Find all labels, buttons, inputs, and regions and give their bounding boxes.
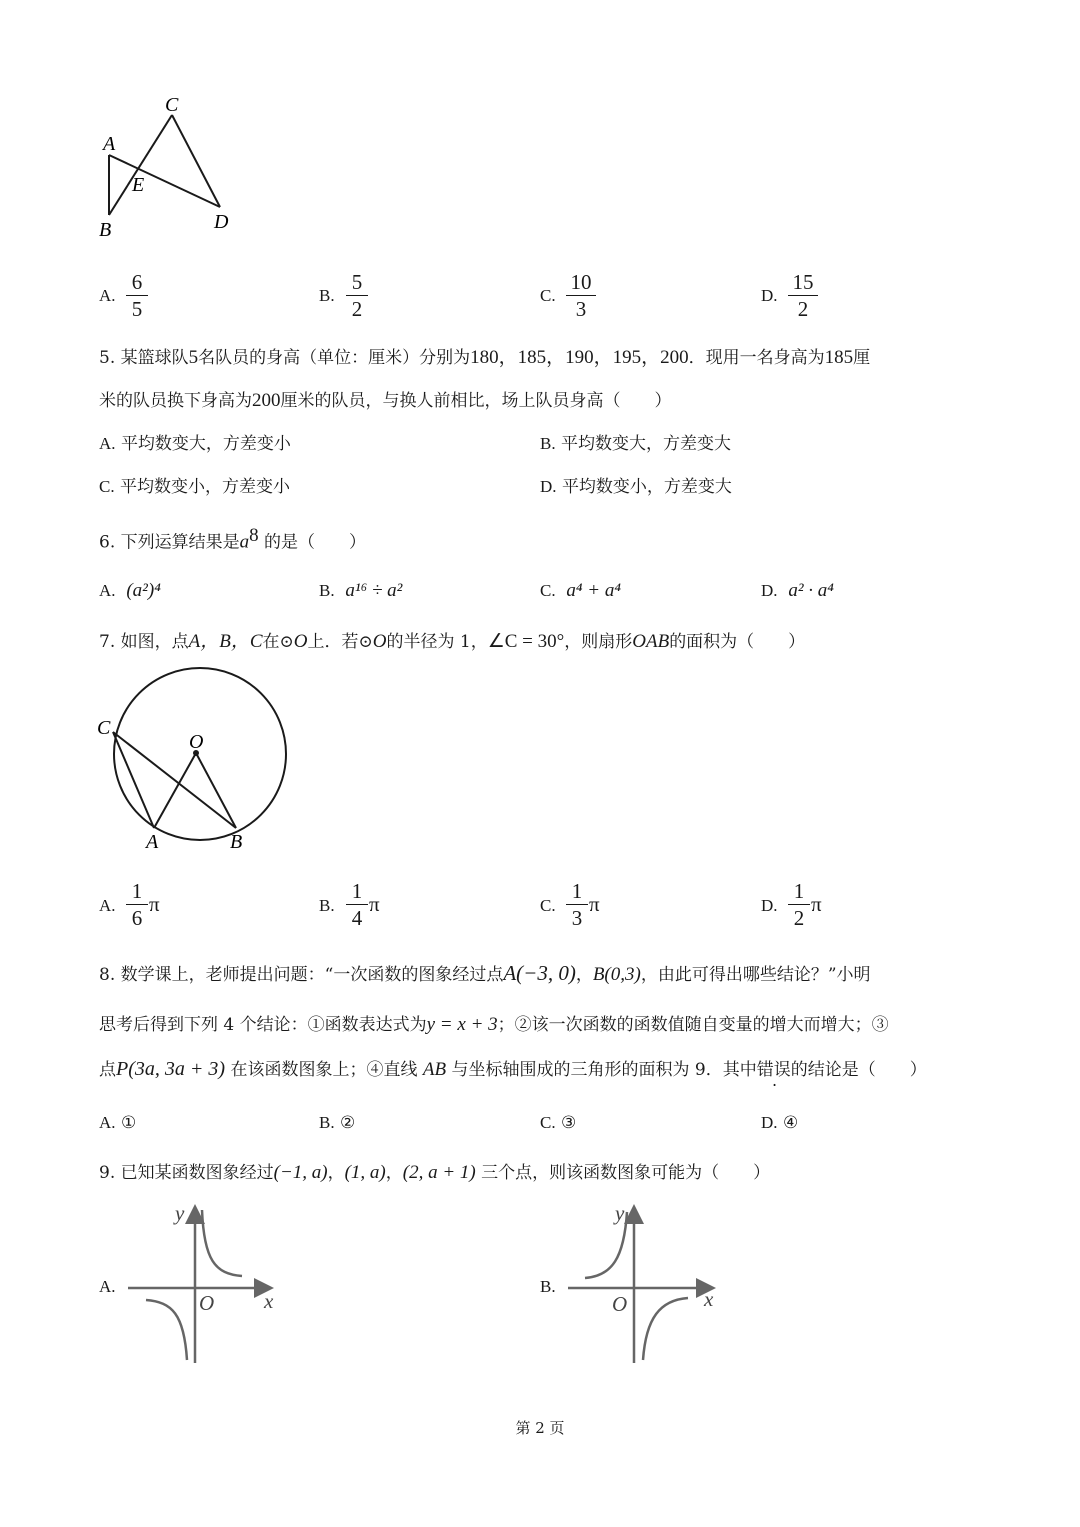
text: 5. 某篮球队: [99, 348, 189, 368]
q8-stem-line3: [99, 1058, 927, 1081]
q9-graph-a[interactable]: [120, 1200, 290, 1370]
option-letter: C.: [540, 581, 556, 600]
option-expr: a² · a⁴: [788, 580, 834, 601]
axis-y-label: y: [615, 1201, 625, 1225]
point-p: P(3a, 3a + 3): [116, 1058, 226, 1080]
q7-option-d-fraction[interactable]: [788, 879, 810, 930]
points: A，B，C: [188, 631, 263, 652]
q7-option-a-letter: A.: [99, 896, 116, 915]
text: 6. 下列运算结果是: [99, 532, 240, 553]
line-ab: AB: [422, 1059, 447, 1080]
text: 点: [99, 1060, 116, 1080]
q7-option-c-letter: C.: [540, 896, 556, 915]
text: ，由此可得出哪些结论？”小明: [640, 965, 871, 985]
text: 的是（ ）: [264, 532, 367, 553]
denominator: 2: [797, 297, 809, 321]
label-E: E: [132, 174, 145, 196]
q5-option-b[interactable]: [540, 433, 731, 455]
numerator: 1: [131, 879, 143, 903]
q5-option-c[interactable]: [99, 476, 290, 498]
label-A: A: [103, 133, 116, 155]
q8-stem-line2: [99, 1014, 889, 1036]
pi-symbol: π: [149, 892, 160, 916]
q7-option-b-fraction[interactable]: [346, 879, 368, 930]
point-b: B(0,3): [592, 964, 641, 985]
point-2: (1, a): [344, 1162, 386, 1183]
point-1: (−1, a): [273, 1162, 328, 1183]
q6-option-a[interactable]: [99, 580, 161, 602]
text: 与坐标轴围成的三角形的面积为 9．其中: [451, 1060, 757, 1080]
option-text: ③: [561, 1113, 577, 1133]
function-expression: y = x + 3: [426, 1014, 498, 1035]
label-C: C: [97, 717, 111, 739]
numerator: 10: [570, 270, 592, 294]
q4-option-d-letter: D.: [761, 286, 778, 305]
label-O: O: [189, 731, 204, 753]
fraction-bar: [788, 904, 810, 905]
denominator: 6: [131, 906, 143, 930]
axis-y-label: y: [175, 1201, 185, 1225]
point-a: A(−3, 0): [503, 961, 576, 985]
text: 7. 如图，点: [99, 632, 189, 652]
q4-option-d-fraction[interactable]: [788, 270, 818, 321]
q5-option-d[interactable]: [540, 476, 732, 498]
heights-list: 180，185，190，195，200: [470, 347, 689, 368]
option-text: 平均数变小，方差变大: [561, 477, 732, 497]
q8-option-a[interactable]: [99, 1112, 136, 1134]
option-letter: B.: [540, 434, 556, 453]
q9-option-a-letter[interactable]: A.: [99, 1277, 116, 1296]
origin-label: O: [199, 1291, 215, 1315]
option-letter: C.: [99, 477, 115, 496]
text: 厘米的队员，与换人前相比，场上队员身高（ ）: [280, 391, 672, 411]
q9-stem: [99, 1162, 770, 1184]
numerator: 15: [792, 270, 814, 294]
q7-option-a-fraction[interactable]: [126, 879, 148, 930]
q4-option-c-letter: C.: [540, 286, 556, 305]
number: 5: [188, 347, 199, 368]
axis-x-label: x: [704, 1287, 714, 1311]
text: 三个点，则该函数图象可能为（ ）: [481, 1163, 771, 1183]
text: ，: [327, 1163, 345, 1183]
denominator: 5: [131, 297, 143, 321]
label-C: C: [165, 94, 179, 116]
circle-figure: [92, 660, 292, 855]
label-B: B: [99, 219, 112, 241]
q7-option-d-letter: D.: [761, 896, 778, 915]
option-expr: a¹⁶ ÷ a²: [345, 580, 403, 601]
q4-option-b-fraction[interactable]: [346, 270, 368, 321]
q4-option-c-fraction[interactable]: [566, 270, 596, 321]
origin-label: O: [612, 1292, 628, 1316]
exponent: 8: [249, 525, 259, 546]
axis-x-label: x: [264, 1289, 274, 1313]
text: 思考后得到下列 4 个结论：①函数表达式为: [99, 1015, 427, 1035]
denominator: 4: [351, 906, 363, 930]
page-number: 第 2 页: [515, 1419, 565, 1437]
q6-option-b[interactable]: [319, 580, 402, 602]
fraction-bar: [566, 295, 596, 296]
numerator: 6: [131, 270, 143, 294]
q5-option-a[interactable]: [99, 433, 291, 455]
option-letter: A.: [99, 434, 116, 453]
angle: ∠C = 30°: [487, 631, 565, 652]
option-text: ②: [340, 1113, 356, 1133]
q4-option-a-fraction[interactable]: [126, 270, 148, 321]
q7-option-b-letter: B.: [319, 896, 335, 915]
denominator: 3: [571, 906, 583, 930]
q6-option-d[interactable]: [761, 580, 834, 602]
text: 的结论是（ ）: [790, 1060, 927, 1080]
text: 上．若⊙: [307, 632, 373, 652]
text: 9. 已知某函数图象经过: [99, 1163, 274, 1183]
option-letter: D.: [761, 1113, 778, 1132]
fraction-bar: [566, 904, 588, 905]
point-3: (2, a + 1): [402, 1162, 476, 1183]
text: 8. 数学课上，老师提出问题：“一次函数的图象经过点: [99, 965, 504, 985]
option-letter: A.: [99, 1113, 116, 1132]
q4-option-b-letter: B.: [319, 286, 335, 305]
q8-option-b[interactable]: [319, 1112, 355, 1134]
denominator: 3: [575, 297, 587, 321]
text: 在该函数图象上；④直线: [230, 1060, 418, 1080]
option-expr: a⁴ + a⁴: [566, 580, 621, 601]
option-text: 平均数变小，方差变小: [120, 477, 290, 497]
q7-option-c-fraction[interactable]: [566, 879, 588, 930]
circle-name: O: [293, 631, 308, 652]
denominator: 2: [793, 906, 805, 930]
pi-symbol: π: [589, 892, 600, 916]
text: 名队员的身高（单位：厘米）分别为: [198, 348, 471, 368]
q5-stem-line1: [99, 347, 870, 369]
pi-symbol: π: [369, 892, 380, 916]
triangle-figure: [90, 90, 250, 245]
fraction-bar: [126, 904, 148, 905]
pi-symbol: π: [811, 892, 822, 916]
variable: a: [239, 531, 250, 553]
q6-stem: [99, 525, 366, 554]
circle-name: O: [372, 631, 387, 652]
label-B: B: [230, 831, 243, 853]
text: 的面积为（ ）: [669, 632, 806, 652]
q7-stem: [99, 631, 805, 653]
fraction-bar: [346, 904, 368, 905]
q8-option-d[interactable]: [761, 1112, 798, 1134]
q4-option-a-letter: A.: [99, 286, 116, 305]
option-letter: B.: [319, 581, 335, 600]
number: 185: [824, 347, 854, 368]
fraction-bar: [788, 295, 818, 296]
option-text: 平均数变大，方差变小: [120, 434, 291, 454]
denominator: 2: [351, 297, 363, 321]
numerator: 1: [571, 879, 583, 903]
fraction-bar: [346, 295, 368, 296]
q8-option-c[interactable]: [540, 1112, 576, 1134]
q9-graph-b[interactable]: [560, 1200, 730, 1370]
text: ．现用一名身高为: [688, 348, 825, 368]
option-letter: D.: [540, 477, 557, 496]
label-D: D: [214, 211, 229, 233]
text: ；②该一次函数的函数值随自变量的增大而增大；③: [497, 1015, 889, 1035]
emphasized-text: 错误: [756, 1060, 791, 1080]
option-text: ①: [120, 1113, 137, 1133]
q9-option-b-letter[interactable]: B.: [540, 1277, 556, 1296]
label-A: A: [146, 831, 159, 853]
option-text: ④: [782, 1113, 799, 1133]
option-expr: (a²)⁴: [126, 580, 161, 601]
option-text: 平均数变大，方差变大: [561, 434, 731, 454]
fraction-bar: [126, 295, 148, 296]
q8-stem-line1: [99, 962, 871, 986]
sector-name: OAB: [632, 631, 670, 652]
numerator: 5: [351, 270, 363, 294]
q5-stem-line2: [99, 390, 672, 412]
text: ，: [575, 965, 593, 985]
option-letter: B.: [319, 1113, 335, 1132]
text: 厘: [853, 348, 871, 368]
text: 米的队员换下身高为: [99, 391, 252, 411]
text: ，则扇形: [564, 632, 633, 652]
option-letter: D.: [761, 581, 778, 600]
numerator: 1: [351, 879, 363, 903]
number: 200: [252, 390, 281, 411]
q6-option-c[interactable]: [540, 580, 621, 602]
text: ，: [385, 1163, 403, 1183]
option-letter: C.: [540, 1113, 556, 1132]
numerator: 1: [793, 879, 805, 903]
option-letter: A.: [99, 581, 116, 600]
text: 在⊙: [262, 632, 294, 652]
text: 的半径为 1，: [386, 632, 488, 652]
